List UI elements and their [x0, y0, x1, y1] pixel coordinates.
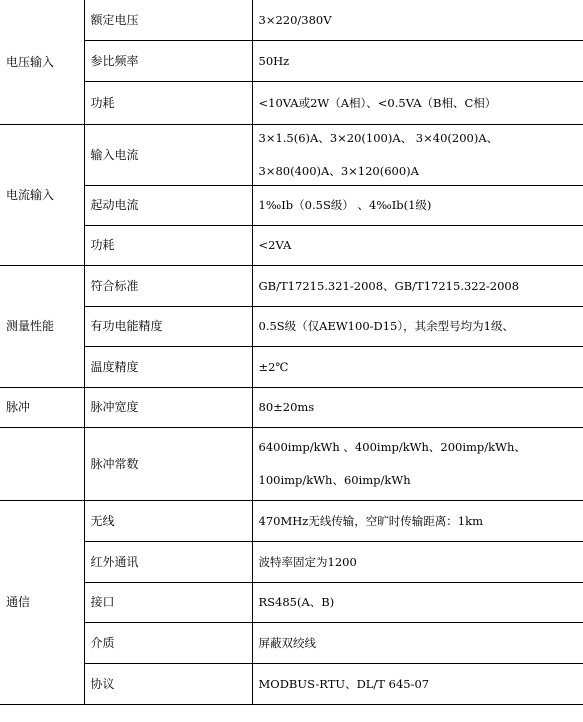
parameter-cell: 功耗 — [84, 225, 252, 265]
table-row — [0, 387, 583, 427]
table-row — [0, 663, 583, 704]
value-line: 80±20ms — [258, 400, 315, 414]
table-row — [0, 541, 583, 582]
value-cell — [252, 40, 583, 81]
value-cell — [252, 0, 583, 40]
parameter-cell: 介质 — [84, 622, 252, 663]
value-line: 50Hz — [258, 53, 290, 68]
parameter-cell: 红外通讯 — [84, 541, 252, 582]
value-line: 470MHz无线传输，空旷时传输距离：1km — [258, 513, 484, 528]
table-row — [0, 622, 583, 663]
table-row — [0, 582, 583, 622]
category-cell: 测量性能 — [0, 265, 84, 387]
value-cell — [252, 582, 583, 622]
value-cell — [252, 500, 583, 541]
table-row — [0, 306, 583, 346]
parameter-cell: 起动电流 — [84, 185, 252, 225]
category-cell — [0, 427, 84, 500]
table-row — [0, 225, 583, 265]
value-line: 屏蔽双绞线 — [258, 635, 316, 650]
parameter-cell: 输入电流 — [84, 124, 252, 185]
parameter-cell: 额定电压 — [84, 0, 252, 40]
value-cell — [252, 663, 583, 704]
value-cell — [252, 387, 583, 427]
parameter-cell: 有功电能精度 — [84, 306, 252, 346]
value-line: GB/T17215.321-2008、GB/T17215.322-2008 — [258, 278, 520, 293]
value-line: 波特率固定为1200 — [258, 554, 357, 569]
parameter-cell: 符合标准 — [84, 265, 252, 306]
value-line: 3×80(400)A、3×120(600)A — [258, 164, 419, 178]
table-row — [0, 124, 583, 185]
parameter-cell: 功耗 — [84, 81, 252, 124]
value-line: 0.5S级（仅AEW100-D15），其余型号均为1级、 — [258, 319, 514, 333]
table-row — [0, 40, 583, 81]
parameter-cell: 协议 — [84, 663, 252, 704]
category-cell: 脉冲 — [0, 387, 84, 427]
value-cell — [252, 81, 583, 124]
table-row — [0, 500, 583, 541]
value-line: 3×220/380V — [258, 12, 332, 27]
table-row — [0, 427, 583, 500]
value-line: ±2℃ — [258, 359, 289, 374]
parameter-cell: 参比频率 — [84, 40, 252, 81]
table-row — [0, 81, 583, 124]
value-line: <2VA — [258, 238, 292, 252]
value-line: RS485(A、B) — [258, 595, 335, 609]
value-line: 100imp/kWh、60imp/kWh — [258, 473, 411, 487]
value-cell — [252, 541, 583, 582]
value-cell — [252, 185, 583, 225]
value-line: 6400imp/kWh 、400imp/kWh、200imp/kWh、 — [258, 440, 526, 454]
table-row — [0, 265, 583, 306]
value-cell — [252, 622, 583, 663]
table-row — [0, 346, 583, 387]
value-cell — [252, 427, 583, 500]
value-line: <10VA或2W（A相）、<0.5VA（B相、C相） — [258, 95, 497, 110]
value-cell — [252, 225, 583, 265]
value-line: 1‰Ib（0.5S级） 、4‰Ib(1级) — [258, 198, 432, 212]
value-cell — [252, 124, 583, 185]
category-cell: 电压输入 — [0, 0, 84, 124]
parameter-cell: 无线 — [84, 500, 252, 541]
parameter-cell: 脉冲宽度 — [84, 387, 252, 427]
value-cell — [252, 306, 583, 346]
table-row — [0, 185, 583, 225]
parameter-cell: 脉冲常数 — [84, 427, 252, 500]
value-cell — [252, 346, 583, 387]
parameter-cell: 接口 — [84, 582, 252, 622]
value-line: 3×1.5(6)A、3×20(100)A、 3×40(200)A、 — [258, 131, 499, 145]
parameter-cell: 温度精度 — [84, 346, 252, 387]
category-cell: 电流输入 — [0, 124, 84, 265]
category-cell: 通信 — [0, 500, 84, 704]
table-row — [0, 0, 583, 40]
value-cell — [252, 265, 583, 306]
value-line: MODBUS-RTU、DL/T 645-07 — [258, 676, 430, 691]
